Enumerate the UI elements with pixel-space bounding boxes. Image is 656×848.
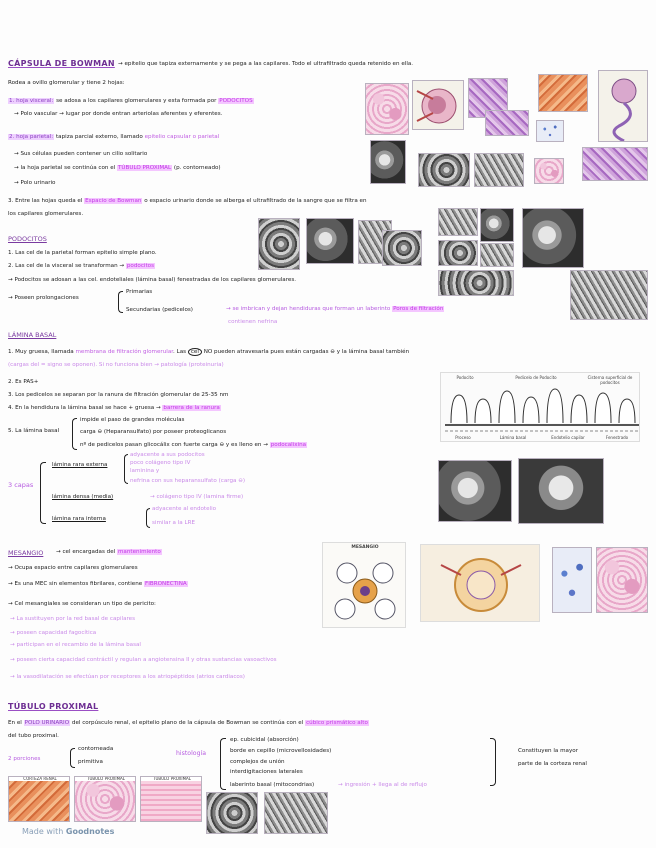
podocito-sem-6-image: [480, 208, 514, 242]
parietal-rest: tapiza parcial externo, llamado: [55, 134, 143, 140]
proc-secundarios: Secundarias (pedicelos): [126, 307, 193, 313]
pedicelo-bottom-1: Proceso: [455, 435, 471, 440]
lamina-sem-image: [438, 460, 512, 522]
podocitos-item-3: → Podocitos se adosan a las cel. endoteliales (lámina basal) fenestradas de los capilares glomerulares.: [8, 277, 297, 283]
lamina-l5-lead: 4. En la hendidura la lámina basal se hace + gruesa →: [8, 405, 161, 411]
capsula-hojas: Rodea a ovillo glomerular y tiene 2 hojas:: [8, 80, 125, 86]
bowman-diagram-image: [412, 80, 464, 130]
capsula-small-image: [485, 110, 529, 136]
porcion-2: primitiva: [78, 759, 103, 765]
polo-vascular: → Polo vascular → lugar por donde entran arteriolas aferentes y eferentes.: [14, 111, 223, 117]
capa-rara-externa: lámina rara externa: [52, 462, 108, 468]
podocito-sem-2-image: [306, 218, 354, 264]
capa-ext-note-1: adyacente a sus podocitos: [130, 452, 205, 458]
lamina-l1-circ: cel: [188, 348, 202, 356]
tubulo-line-1: [8, 720, 369, 727]
podocito-sem-4-image: [382, 230, 422, 266]
tubulo-sem-image: [206, 792, 258, 834]
podocito-sem-image: [258, 218, 300, 270]
lamina-line-5: [8, 405, 221, 412]
poros-highlight: Poros de filtración: [393, 306, 444, 312]
tubulo-l1-hl2: cúbico prismático alto: [306, 720, 368, 726]
capa-rara-interna: lámina rara interna: [52, 516, 106, 522]
podocitos-item-2: [8, 263, 155, 270]
histo-tail: → ingresión + llega al de reflujo: [338, 782, 427, 788]
mesangio-sub-2: → poseen capacidad fagocítica: [10, 630, 97, 636]
proc-primarios: Primarias: [126, 289, 153, 295]
parietal-b: [14, 165, 221, 172]
proc-sec-rest: [226, 306, 444, 313]
podocito-sem-10-image: [438, 270, 514, 296]
mesangio-item-3: → Cel mesangiales se consideran un tipo de pericito:: [8, 601, 156, 607]
mesangio-2-svg: [421, 545, 540, 622]
espacio-lead: 3. Entre las hojas queda el: [8, 198, 83, 204]
mesangio-sub-4: → poseen cierta capacidad contráctil y regulan a angiotensina II y otras sustancias vasoactivos: [10, 657, 277, 663]
podocito-sem-8-image: [480, 243, 514, 267]
polo-urinario: → Polo urinario: [14, 180, 56, 186]
lamina-sem-2-image: [518, 458, 604, 524]
goodnotes-watermark: [22, 827, 114, 836]
mesangio-intro: [56, 549, 162, 556]
corteza-renal-image: [8, 776, 70, 822]
pedicelo-bottom-3: Endotelio capilar: [551, 435, 585, 440]
histologia-label: histología: [176, 750, 207, 757]
histo-item-2: borde en cepillo (microvellosidades): [230, 748, 332, 754]
tubulo-sem-2-image: [264, 792, 328, 834]
tubulo-caption-1: TÚBULO PROXIMAL: [75, 776, 136, 781]
podocito-sem-5-image: [438, 208, 478, 236]
constituyen-2: parte de la corteza renal: [518, 761, 587, 767]
pedicelo-label-3: Cisterna superficial de podocitos: [587, 375, 633, 385]
lamina-l5-hl: barrera de la ranura: [163, 405, 220, 411]
mesangio-diagram-2-image: [420, 544, 540, 622]
fibronectina-hl: FIBRONECTINA: [145, 581, 187, 587]
parietal-b-highlight: TÚBULO PROXIMAL: [118, 165, 172, 171]
mesangio-svg: [323, 543, 406, 628]
lamina-sub-3: [80, 442, 307, 449]
mesangio-sub-3: → participan en el recambio de la lámina basal: [10, 642, 141, 648]
podocito-pedicelo-diagram: [440, 372, 640, 442]
podocitos-item-1: 1. Las cel de la parietal forman epitelio simple plano.: [8, 250, 157, 256]
capsula-pink-2-image: [534, 158, 564, 184]
podocitos-item-2-text: 2. Las cel de la visceral se transforman →: [8, 263, 125, 269]
watermark-brand: Goodnotes: [65, 827, 115, 836]
lamina-line-2: (cargas del = signo se oponen). Si no funciona bien → patología (proteinuria): [8, 362, 224, 368]
parietal-line: [8, 134, 219, 141]
visceral-highlight: PODOCITOS: [219, 98, 253, 104]
mesangio-sub-1: → La sustituyen por la red basal de capilares: [10, 616, 136, 622]
lamina-line-1: [8, 349, 409, 356]
mesangio-pink-image: [596, 547, 648, 613]
lamina-line-3: 2. Es PAS+: [8, 379, 39, 385]
histo-item-5: laberinto basal (mitocondrias): [230, 782, 315, 788]
visceral-line: [8, 98, 254, 105]
histo-item-4: interdigitaciones laterales: [230, 769, 303, 775]
mesangio-diagram-image: [322, 542, 406, 628]
capa-ext-brace: [124, 454, 128, 484]
pedicelo-bottom-4: Fenestrado: [605, 435, 629, 440]
podocito-sem-9-image: [522, 208, 584, 268]
constituyen-1: Constituyen la mayor: [518, 748, 579, 754]
parietal-highlight: epitelio capsular o parietal: [144, 134, 220, 140]
espacio-line-1: [8, 198, 367, 205]
podocito-sem-7-image: [438, 240, 478, 266]
lamina-line-6: 5. La lámina basal: [8, 428, 60, 434]
mesangio-title: MESANGIO: [8, 549, 44, 557]
lamina-line-4: 3. Los pedicelos se separan por la ranura de filtración glomerular de 25-35 nm: [8, 392, 229, 398]
tubulo-proximal-image-2: [140, 776, 202, 822]
tubulo-l1-hl1: POLO URINARIO: [24, 720, 70, 726]
porciones-brace: [70, 748, 75, 768]
capa-ext-note-4: nefrina con sus heparansulfato (carga ⊖): [130, 478, 246, 484]
capa-int-note-1: adyacente al endotelio: [152, 506, 217, 512]
mesangio-intro-lead: → cel encargadas del: [56, 549, 116, 555]
capsula-sem-3-image: [474, 153, 524, 187]
histo-item-3: complejos de unión: [230, 759, 285, 765]
mesangio-blue-image: [552, 547, 592, 613]
lamina-sub-2: carga ⊖ (Heparansulfato) por poseer proteoglicanos: [80, 429, 227, 435]
constituyen-brace: [490, 738, 496, 786]
lamina-title: LÁMINA BASAL: [8, 331, 57, 339]
capsula-purple-2-image: [582, 147, 648, 181]
porcion-1: contorneada: [78, 746, 114, 752]
lamina-sub-3-hl: podocalixina: [270, 442, 307, 448]
mesangio-fig-title: MESANGIO: [351, 545, 379, 550]
capsula-intro: → epitelio que tapiza externamente y se pega a las capilares. Todo el ultrafiltrado queda retenido en ella.: [118, 61, 414, 67]
histologia-brace: [220, 738, 226, 790]
podocitos-title: PODOCITOS: [8, 235, 47, 243]
lamina-brace: [72, 418, 77, 450]
lamina-sub-1: impide el paso de grandes moléculas: [80, 417, 185, 423]
podocito-sem-11-image: [570, 270, 648, 320]
mesangio-intro-hl: mantenimiento: [117, 549, 161, 555]
prolongaciones-brace: [118, 291, 123, 313]
capa-densa-note: → colágeno tipo IV (lamina firme): [150, 494, 244, 500]
parietal-a: → Sus células pueden contener un cilio solitario: [14, 151, 148, 157]
podocitos-item-2-hl: podocitos: [126, 263, 154, 269]
lamina-sub-3-lead: nº de pedicelos pasan glicocálix con fuerte carga ⊖ y es lleno en →: [80, 442, 268, 448]
visceral-rest: se adosa a los capilares glomerulares y esta formada por: [56, 98, 217, 104]
pedicelo-label-1: Podocito: [456, 375, 474, 380]
mesangio-item-2-text: → Es una MEC sin elementos fibrilares, contiene: [8, 581, 143, 587]
parietal-b-end: (p. contorneado): [173, 165, 221, 171]
lamina-l1-lead: 1. Muy gruesa, llamada: [8, 349, 74, 355]
watermark-made-with: Made with: [22, 827, 64, 836]
tubulo-line-2: del tubo proximal.: [8, 733, 59, 739]
nefrona-diagram-image: [598, 70, 648, 142]
mesangio-item-1: → Ocupa espacio entre capilares glomerulares: [8, 565, 138, 571]
lamina-l1-mid: . Las: [173, 349, 187, 355]
capa-int-brace: [146, 508, 150, 528]
pedicelo-bottom-2: Lámina basal: [499, 435, 527, 440]
capsula-sem-2-image: [418, 153, 470, 187]
tubulo-title: TÚBULO PROXIMAL: [8, 702, 99, 711]
capa-ext-note-3: laminina y: [130, 468, 160, 474]
contienen-nefrina: contienen nefrina: [228, 319, 278, 325]
lamina-l1-rest: NO pueden atravesarla pues están cargadas ⊖ y la lámina basal también: [203, 349, 410, 355]
visceral-lead: 1. hoja visceral:: [9, 98, 54, 104]
espacio-line-2: los capilares glomerulares.: [8, 211, 84, 217]
capa-ext-note-2: poco colágeno tipo IV: [130, 460, 191, 466]
podocitos-item-4: → Poseen prolongaciones: [8, 295, 79, 301]
mesangio-sub-5: → la vasodilatación se efectúan por receptores a los atriopéptidos (atrios cardiacos): [10, 674, 245, 680]
capsula-title: CÁPSULA DE BOWMAN: [8, 59, 115, 68]
tubulo-l1-lead: En el: [8, 720, 22, 726]
tubulo-caption-2: TÚBULO PROXIMAL: [141, 776, 202, 781]
capsula-blue-image: [536, 120, 564, 142]
tubulo-proximal-image-1: [74, 776, 136, 822]
capas-label: 3 capas: [8, 481, 34, 489]
tubulo-l1-mid: del corpúsculo renal, el epitelio plano de la cápsula de Bowman se continúa con el: [71, 720, 304, 726]
pedicelo-label-2: Pedicelo de Podocito: [515, 375, 557, 380]
capas-brace: [40, 462, 46, 524]
capa-int-note-2: similar a la LRE: [152, 520, 196, 526]
espacio-rest: o espacio urinario donde se alberga el ultrafiltrado de la sangre que se filtra en: [144, 198, 367, 204]
mesangio-item-2: [8, 581, 188, 588]
parietal-b-text: → la hoja parietal se continúa con el: [14, 165, 116, 171]
parietal-lead: 2. hoja parietal:: [9, 134, 54, 140]
corteza-orange-image: [538, 74, 588, 112]
capa-densa: lámina densa (media): [52, 494, 114, 500]
lamina-l1-hl: membrana de filtración glomerular: [75, 349, 174, 355]
porciones-label: 2 porciones: [8, 756, 41, 762]
proc-sec-rest-text: → se imbrican y dejan hendiduras que forman un laberinto: [226, 306, 391, 312]
espacio-highlight: Espacio de Bowman: [85, 198, 142, 204]
glomerulo-histology-image: [365, 83, 409, 135]
corteza-caption: CORTEZA RENAL: [9, 776, 70, 781]
capsula-sem-image: [370, 140, 406, 184]
histo-item-1: ep. cubicidal (absorción): [230, 737, 299, 743]
